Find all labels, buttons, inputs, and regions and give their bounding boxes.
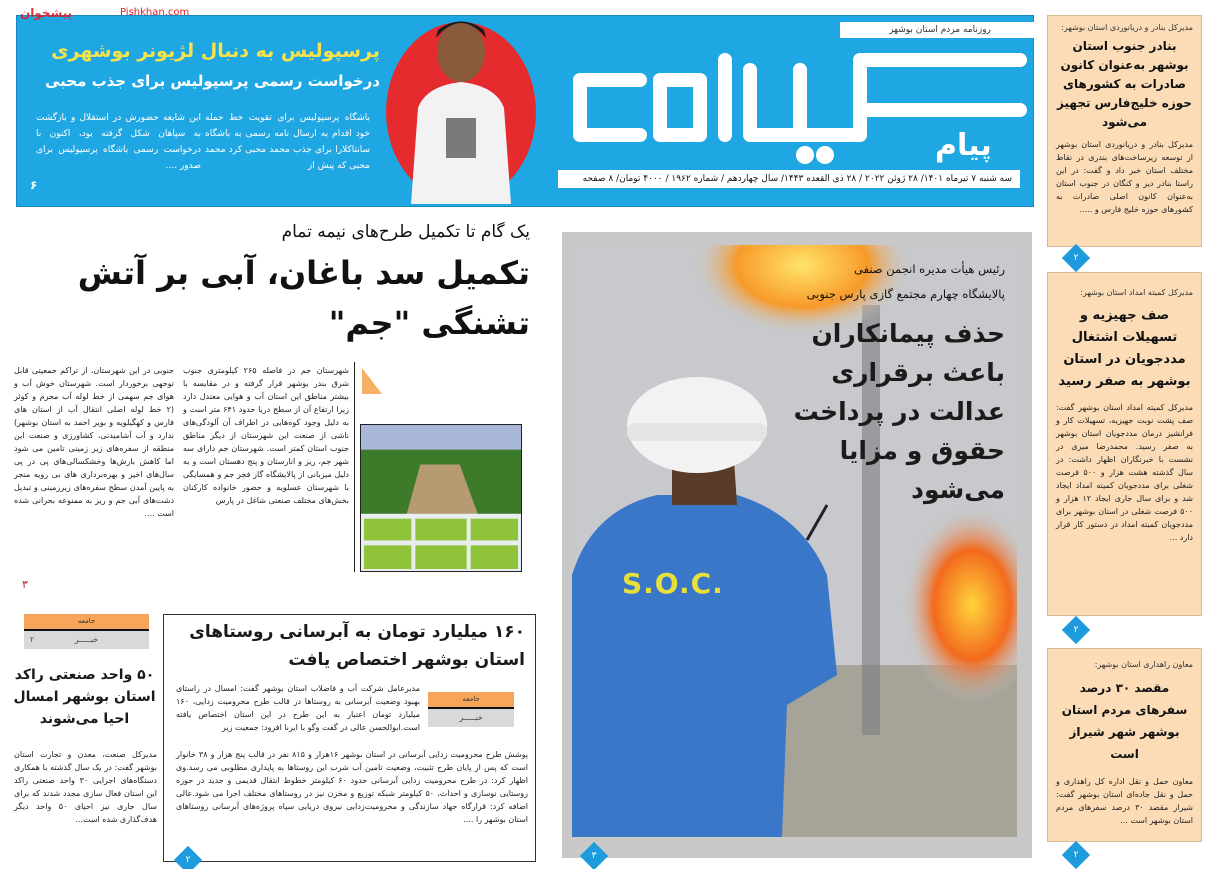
industry-story-headline[interactable]: ۵۰ واحد صنعتی راکد استان بوشهر امسال احیا می‌شوند xyxy=(13,667,156,727)
section-tag-label: جامعه xyxy=(428,692,514,709)
story-kicker: مدیرکل بنادر و دریانوردی استان بوشهر: xyxy=(1061,23,1193,32)
story-headline[interactable]: مقصد ۳۰ درصد سفرهای مردم استان بوشهر شهر شیراز است xyxy=(1061,681,1188,761)
photo-story-kicker: رئیس هیأت مدیره انجمن صنفی xyxy=(854,262,1005,276)
promo-body-column: این شایعه حضورش در استقلال و بازگشت به سپاهان شکل گرفته بود، اکنون با درخواست رسمی باشگاه پرسپولیس برای صدور .... xyxy=(36,113,201,171)
page-badge[interactable]: ۲ xyxy=(174,846,202,869)
orchard-photo xyxy=(360,424,522,572)
story-body: معاون حمل و نقل اداره کل راهداری و حمل و نقل جاده‌ای استان بوشهر گفت: شیراز مقصد ۳۰ درصد سفرهای مردم استان بوشهر است ... xyxy=(1056,777,1193,825)
dateline: سه شنبه ۷ تیرماه ۱۴۰۱/ ۲۸ ژوئن ۲۰۲۲ / ۲۸ ذی القعده ۱۴۴۳/ سال چهاردهم / شماره ۱۹۶۲ / ۴۰۰۰ تومان/ ۸ صفحه xyxy=(558,170,1020,188)
promo-headline[interactable]: پرسپولیس به دنبال لژیونر بوشهری xyxy=(51,40,380,62)
page-number: ۳ xyxy=(22,578,28,591)
logo-prefix: پیام xyxy=(935,128,992,163)
sidebar-story[interactable] xyxy=(1047,648,1202,842)
page-badge[interactable]: ۲ xyxy=(1062,616,1090,644)
sidebar-story[interactable] xyxy=(1047,15,1202,247)
lead-kicker: یک گام تا تکمیل طرح‌های نیمه تمام xyxy=(281,222,530,242)
watermark-logo: پیشخوان xyxy=(20,6,73,20)
lead-body-column: جنوبی در این شهرستان، از تراکم جمعیتی قابل توجهی برخوردار است. شهرستان خوش آب و هوای جم سهمی از خط لوله آب محرم و کوثر (۲ خط لوله اصلی انتقال آب از استان های فارس و کهگیلویه و بویر احمد به استان بوشهر) ندارد و آب آشامیدنی، کشاورزی و صنعت این منطقه از سفره‌های زیر زمینی تامین می شود اما کاهش بارش‌ها وخشکسالی‌های پی در پی سال‌های اخیر و بهره‌برداری های بی رویه منجر به پایین آمدن سطح سفره‌های زیرزمینی و تبدیل دشت‌های آبی جم و ریز به ممنوعه بحرانی شده است .... xyxy=(14,366,174,518)
story-body: مدیرکل کمیته امداد استان بوشهر گفت: صف پشت نوبت جهیزیه، تسهیلات کار و فرانشیز درمان مددجویان استان بوشهر به صفر رسید. محمدرضا میری در نشست با خبرنگاران اظهار داشت: در سال گذشته هشت هزار و ۵۰۰ فرصت شغلی برای مددجویان کمیته امداد ایجاد شد و برای سال جاری ایجاد ۱۲ هزار و ۵۰۰ فرصت شغلی در استان بوشهر برای مددجویان کمیته امداد در دستور کار قرار دارد ... xyxy=(1056,403,1194,542)
lead-headline[interactable]: تکمیل سد باغان، آبی بر آتش تشنگی "جم" xyxy=(77,254,530,342)
column-divider xyxy=(354,362,355,572)
masthead-tagline: روزنامه مردم استان بوشهر xyxy=(840,22,1040,38)
page-badge[interactable]: ۲ xyxy=(1062,841,1090,869)
story-headline[interactable]: صف جهیزیه و تسهیلات اشتغال مددجویان در استان بوشهر به صفر رسید xyxy=(1058,308,1191,389)
section-tag-type xyxy=(24,631,149,649)
page-badge[interactable]: ۳ xyxy=(580,842,608,869)
story-kicker: مدیرکل کمیته امداد استان بوشهر: xyxy=(1080,288,1193,297)
story-body: مدیرکل بنادر و دریانوردی استان بوشهر از توسعه زیرساخت‌های بندری در نقاط مختلف استان خبر داد و گفت: در این راستا بنادر دیر و کنگان در جنوب استان به‌عنوان کانون اصلی صادرات به کشورهای حوزه خلیج فارس و ..... xyxy=(1056,140,1193,214)
sidebar-story[interactable] xyxy=(1047,272,1202,616)
story-kicker: معاون راهداری استان بوشهر: xyxy=(1094,660,1193,669)
section-tag-type-text: خبـــــر xyxy=(74,635,99,644)
page-badge[interactable]: ۲ xyxy=(1062,244,1090,272)
section-tag-type: خبـــــر xyxy=(428,709,514,727)
water-story-body: مدیرعامل شرکت آب و فاضلاب استان بوشهر گفت: امسال در راستای بهبود وضعیت آبرسانی به روستاها در قالب طرح محرومیت زدایی، ۱۶۰ میلیارد تومان اعتبار به این طرح در این استان اختصاص یافته است.ابوالحسن عالی در گفت وگو با ایرنا افزود: جمعیت زیر xyxy=(176,684,420,732)
vest-lettering: S.O.C. xyxy=(622,567,724,600)
page-number: ۶ xyxy=(30,178,38,192)
section-tag xyxy=(428,692,514,727)
water-story-body: پوشش طرح محرومیت زدایی آبرسانی در استان بوشهر ۱۶هزار و ۸۱۵ نفر در قالب پنج هزار و ۳۸ خانوار است که پس از پایان طرح تثبیت، وضعیت تامین آب شرب این روستاها به پایداری مطلوبی می رسد.وی اظهار کرد: در طرح محرومیت زدایی آبرسانی حدود ۶۰ کیلومتر خطوط انتقال قدیمی و جدید در حوزه روستایی نوسازی و احداث، ۵۰ کیلومتر شبکه توزیع و مخزن نیز در روستاهای مختلف اجرا می شود.عالی اضافه کرد: قرارگاه جهاد سازندگی و محرومیت‌زدایی نیروی دریایی سپاه پروژه‌های آبرسانی روستاهای استان بوشهر را .... xyxy=(176,750,529,824)
photo-story-headline[interactable]: حذف پیمانکاران باعث برقراری عدالت در پرداخت حقوق و مزایا می‌شود xyxy=(793,319,1005,504)
industry-story-body: مدیرکل صنعت، معدن و تجارت استان بوشهر گفت: در یک سال گذشته با همکاری دستگاه‌های اجرایی ۳۰ واحد صنعتی راکد این استان فعال سازی مجدد شدند که برای سال جاری نیز احیای ۵۰ واحد دیگر هدف‌گذاری شده است... xyxy=(14,750,158,824)
lead-body-column: شهرستان جم در فاصله ۲۶۵ کیلومتری جنوب شرق بندر بوشهر قرار گرفته و در مقایسه با بیشتر مناطق این استان آب و هوایی معتدل دارد زیرا ارتفاع آن از سطح دریا حدود ۶۴۱ متر است و به دلیل وجود کوه‌هایی در اطراف آن آلودگی‌های ناشی از صنعت این شهرستان از دیگر مناطق جنوب استان کمتر است. شهرستان جم دارای سه شهر جم، ریز و انارستان و پنج دهستان است و به دلیل میزبانی از پالایشگاه گاز فجر جم و همسایگی با شهرستان عسلویه و حضور خانواده کارکنان بخش‌های مختلف صنعتی شاغل در پارس xyxy=(183,366,349,505)
player-photo xyxy=(406,8,516,204)
page-number: ۲ xyxy=(30,635,35,644)
promo-subheadline: درخواست رسمی پرسپولیس برای جذب محبی xyxy=(44,72,380,90)
watermark-url: Pishkhan.com xyxy=(120,7,190,18)
triangle-marker-icon xyxy=(362,368,382,394)
photo-story-kicker: پالایشگاه چهارم مجتمع گازی پارس جنوبی xyxy=(806,287,1005,301)
promo-body-column: باشگاه پرسپولیس برای تقویت خط حمله خود اقدام به ارسال نامه رسمی به باشگاه سانتاکلارا برای جذب محمد محبی کرد محمد محبی که پیش از xyxy=(205,113,370,171)
section-tag xyxy=(24,614,149,649)
story-headline[interactable]: بنادر جنوب استان بوشهر به‌عنوان کانون صادرات به کشورهای حوزه خلیج‌فارس تجهیز می‌شود xyxy=(1057,39,1192,129)
section-tag-label: جامعه xyxy=(24,614,149,631)
water-story-headline[interactable]: ۱۶۰ میلیارد تومان به آبرسانی روستاهای استان بوشهر اختصاص یافت xyxy=(189,622,525,670)
